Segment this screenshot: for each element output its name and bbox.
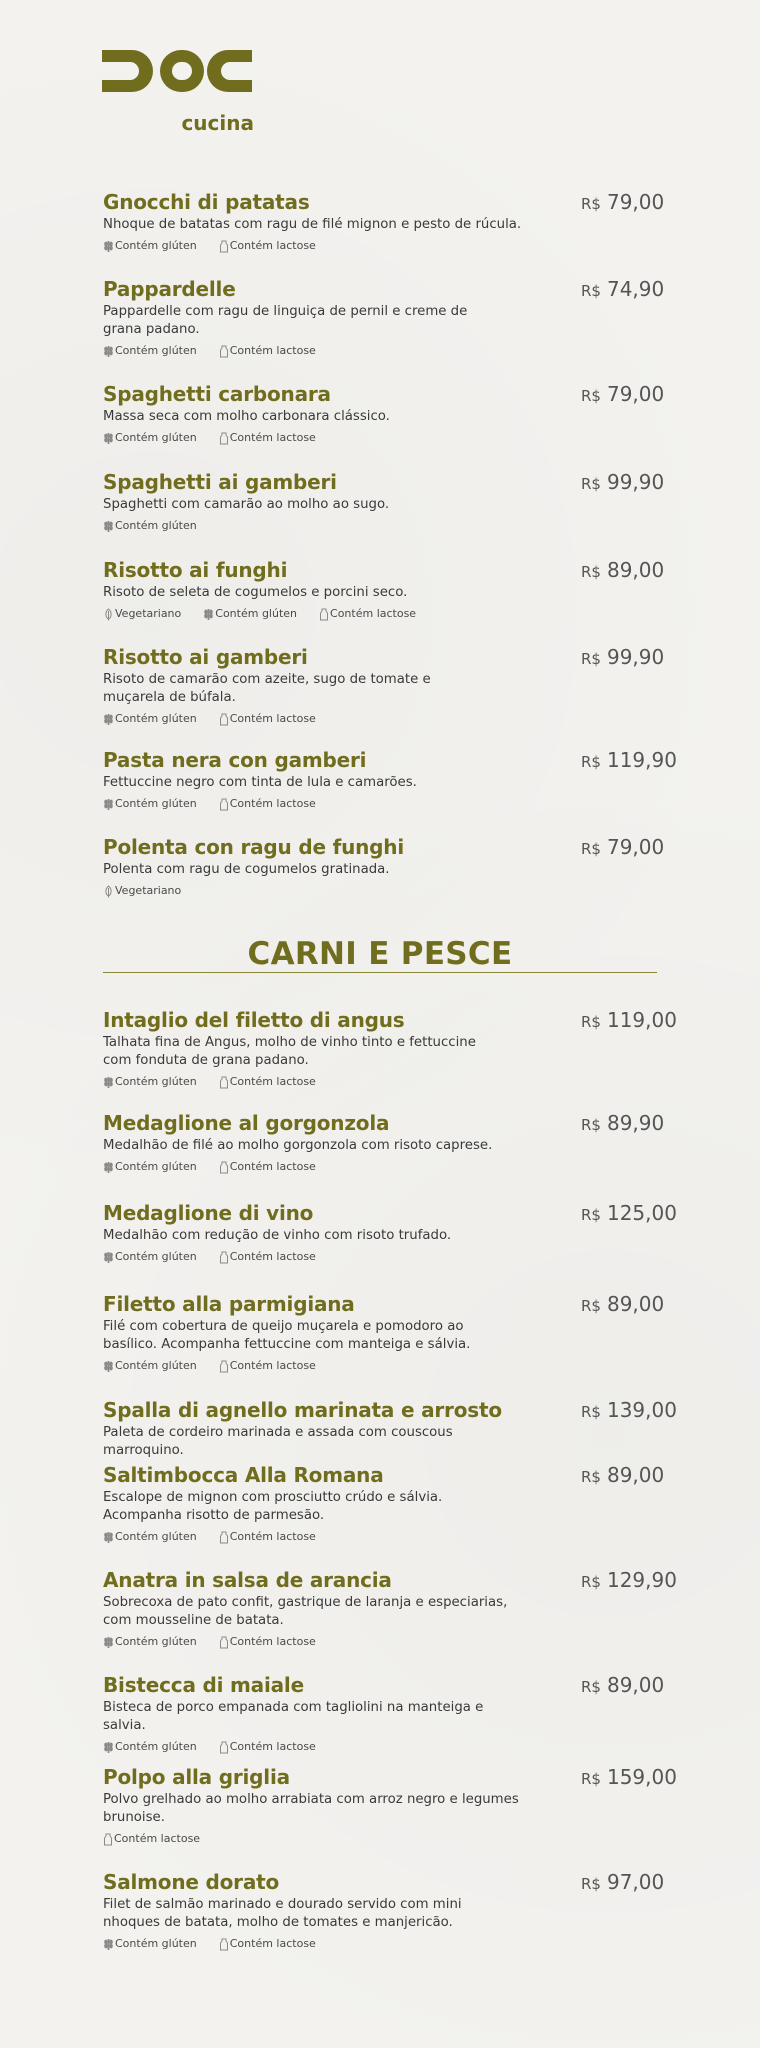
tag-label: Contém glúten: [115, 1075, 197, 1088]
milk-bottle-icon: [219, 1251, 229, 1264]
wheat-icon: [103, 1360, 114, 1372]
dish-name: Filetto alla parmigiana: [103, 1292, 355, 1316]
dish-description: [103, 1034, 523, 1070]
dietary-tags: [103, 343, 703, 359]
currency-symbol: R$: [581, 1573, 601, 1591]
wheat-icon: [103, 1741, 114, 1753]
tag-lactose: [219, 1634, 316, 1650]
milk-bottle-icon: [219, 1636, 229, 1649]
description-line: com fonduta de grana padano.: [103, 1053, 309, 1068]
price-value: 79,00: [606, 382, 665, 406]
dietary-tags: [103, 883, 703, 899]
tag-lactose: [219, 343, 316, 359]
dish-description: [103, 408, 523, 426]
tag-label: Contém glúten: [115, 1160, 197, 1173]
tag-label: Vegetariano: [115, 884, 182, 897]
menu-item: [103, 470, 703, 534]
dish-name: Spaghetti ai gamberi: [103, 470, 337, 494]
dietary-tags: [103, 1249, 703, 1265]
wheat-icon: [103, 1161, 114, 1173]
description-line: Filé com cobertura de queijo muçarela e pomodoro ao: [103, 1319, 464, 1334]
wheat-icon: [103, 1636, 114, 1648]
wheat-icon: [103, 1251, 114, 1263]
price-value: 125,00: [606, 1201, 677, 1225]
tag-veg: [103, 606, 181, 622]
currency-symbol: R$: [581, 1875, 601, 1893]
description-line: Medalhão com redução de vinho com risoto trufado.: [103, 1228, 452, 1243]
menu-item: [103, 382, 703, 446]
tag-gluten: [103, 711, 197, 727]
tag-label: Contém lactose: [229, 1530, 316, 1543]
price-value: 79,00: [606, 835, 665, 859]
price-value: 79,00: [606, 190, 665, 214]
dish-description: [103, 584, 523, 602]
dish-price: [581, 748, 677, 774]
tag-label: Contém lactose: [229, 712, 316, 725]
dish-price: [581, 1111, 664, 1137]
description-line: Sobrecoxa de pato confit, gastrique de laranja e especiarias,: [103, 1595, 508, 1610]
currency-symbol: R$: [581, 1678, 601, 1696]
dish-name: Medaglione al gorgonzola: [103, 1111, 390, 1135]
milk-bottle-icon: [219, 240, 229, 253]
description-line: Pappardelle com ragu de linguiça de pernil e creme de: [103, 304, 468, 319]
milk-bottle-icon: [219, 1076, 229, 1089]
tag-label: Contém lactose: [114, 1832, 201, 1845]
description-line: Massa seca com molho carbonara clássico.: [103, 409, 390, 424]
price-value: 129,90: [606, 1568, 677, 1592]
dietary-tags: [103, 1074, 703, 1090]
description-line: Polenta com ragu de cogumelos gratinada.: [103, 862, 390, 877]
description-line: muçarela de búfala.: [103, 690, 236, 705]
doc-cucina-logo: [102, 50, 256, 132]
tag-label: Contém lactose: [229, 1740, 316, 1753]
description-line: nhoques de batata, molho de tomates e manjericão.: [103, 1915, 453, 1930]
wheat-icon: [103, 345, 114, 357]
dietary-tags: [103, 1739, 703, 1755]
leaf-icon: [103, 608, 114, 621]
tag-label: Contém glúten: [115, 1740, 197, 1753]
tag-lactose: [219, 1249, 316, 1265]
tag-label: Contém glúten: [115, 797, 197, 810]
dietary-tags: [103, 1529, 703, 1545]
menu-item: [103, 1463, 703, 1545]
price-value: 119,90: [606, 748, 677, 772]
description-line: Talhata fina de Angus, molho de vinho tinto e fettuccine: [103, 1035, 476, 1050]
tag-gluten: [103, 430, 197, 446]
wheat-icon: [103, 1938, 114, 1950]
tag-veg: [103, 883, 181, 899]
dish-price: [581, 382, 664, 408]
description-line: Escalope de mignon com prosciutto crúdo e sálvia.: [103, 1490, 443, 1505]
currency-symbol: R$: [581, 840, 601, 858]
tag-gluten: [103, 1634, 197, 1650]
dish-price: [581, 190, 664, 216]
price-value: 119,00: [606, 1008, 677, 1032]
dish-price: [581, 1008, 677, 1034]
menu-item: [103, 277, 703, 359]
currency-symbol: R$: [581, 650, 601, 668]
tag-lactose: [219, 1358, 316, 1374]
dish-price: [581, 645, 664, 671]
wheat-icon: [103, 798, 114, 810]
dish-name: Risotto ai funghi: [103, 558, 288, 582]
description-line: grana padano.: [103, 322, 200, 337]
dish-description: [103, 774, 523, 792]
dish-name: Polenta con ragu de funghi: [103, 835, 404, 859]
dish-name: Bistecca di maiale: [103, 1673, 304, 1697]
price-value: 99,90: [606, 645, 665, 669]
currency-symbol: R$: [581, 282, 601, 300]
currency-symbol: R$: [581, 1013, 601, 1031]
dish-price: [581, 1568, 677, 1594]
dish-name: Pasta nera con gamberi: [103, 748, 367, 772]
tag-lactose: [219, 711, 316, 727]
description-line: Bisteca de porco empanada com tagliolini na manteiga e salvia.: [103, 1700, 484, 1733]
dish-name: Medaglione di vino: [103, 1201, 314, 1225]
dish-name: Intaglio del filetto di angus: [103, 1008, 405, 1032]
tag-gluten: [103, 796, 197, 812]
dish-name: Anatra in salsa de arancia: [103, 1568, 392, 1592]
milk-bottle-icon: [219, 432, 229, 445]
dish-price: [581, 1463, 664, 1489]
menu-item: [103, 748, 703, 812]
menu-item: [103, 1765, 703, 1847]
tag-label: Contém lactose: [229, 1160, 316, 1173]
dish-description: [103, 1318, 523, 1354]
section-divider: [103, 972, 657, 973]
wheat-icon: [103, 1076, 114, 1088]
dietary-tags: [103, 1358, 703, 1374]
currency-symbol: R$: [581, 195, 601, 213]
description-line: Polvo grelhado ao molho arrabiata com arroz negro e legumes: [103, 1792, 519, 1807]
tag-lactose: [219, 1074, 316, 1090]
tag-lactose: [219, 796, 316, 812]
tag-gluten: [103, 1074, 197, 1090]
dish-description: [103, 1791, 523, 1827]
menu-item: [103, 1568, 703, 1650]
dietary-tags: [103, 796, 703, 812]
tag-label: Contém lactose: [229, 431, 316, 444]
tag-label: Contém lactose: [229, 1075, 316, 1088]
tag-label: Contém glúten: [115, 1250, 197, 1263]
tag-gluten: [103, 238, 197, 254]
currency-symbol: R$: [581, 1770, 601, 1788]
description-line: basílico. Acompanha fettuccine com manteiga e sálvia.: [103, 1337, 471, 1352]
currency-symbol: R$: [581, 563, 601, 581]
tag-label: Contém glúten: [115, 1937, 197, 1950]
dish-description: [103, 1137, 523, 1155]
dish-name: Spalla di agnello marinata e arrosto: [103, 1398, 502, 1422]
dish-name: Spaghetti carbonara: [103, 382, 331, 406]
menu-item: [103, 1292, 703, 1374]
menu-item: [103, 1201, 703, 1265]
wheat-icon: [103, 1531, 114, 1543]
tag-label: Contém glúten: [115, 1530, 197, 1543]
tag-gluten: [103, 1936, 197, 1952]
dish-description: [103, 1699, 523, 1735]
wheat-icon: [103, 240, 114, 252]
description-line: brunoise.: [103, 1810, 165, 1825]
dish-description: [103, 1227, 523, 1245]
tag-gluten: [103, 1159, 197, 1175]
currency-symbol: R$: [581, 1297, 601, 1315]
dish-price: [581, 470, 664, 496]
tag-gluten: [203, 606, 297, 622]
price-value: 159,00: [606, 1765, 677, 1789]
dish-name: Salmone dorato: [103, 1870, 280, 1894]
price-value: 97,00: [606, 1870, 665, 1894]
dish-price: [581, 1673, 664, 1699]
dietary-tags: [103, 518, 703, 534]
dish-description: [103, 1594, 523, 1630]
description-line: Filet de salmão marinado e dourado servido com mini: [103, 1897, 462, 1912]
description-line: Acompanha risotto de parmesão.: [103, 1508, 325, 1523]
dietary-tags: [103, 1936, 703, 1952]
description-line: Nhoque de batatas com ragu de filé mignon e pesto de rúcula.: [103, 217, 522, 232]
price-value: 89,00: [606, 1673, 665, 1697]
currency-symbol: R$: [581, 1468, 601, 1486]
milk-bottle-icon: [219, 345, 229, 358]
tag-lactose: [219, 1936, 316, 1952]
tag-label: Contém lactose: [229, 797, 316, 810]
tag-label: Contém glúten: [115, 1359, 197, 1372]
wheat-icon: [103, 713, 114, 725]
milk-bottle-icon: [219, 1741, 229, 1754]
tag-lactose: [219, 238, 316, 254]
price-value: 89,00: [606, 1292, 665, 1316]
menu-item: [103, 645, 703, 727]
tag-label: Contém glúten: [115, 431, 197, 444]
dish-description: [103, 1424, 523, 1460]
dietary-tags: [103, 1634, 703, 1650]
currency-symbol: R$: [581, 1116, 601, 1134]
tag-lactose: [319, 606, 416, 622]
dish-description: [103, 861, 523, 879]
dish-price: [581, 558, 664, 584]
wheat-icon: [203, 608, 214, 620]
dish-price: [581, 1765, 677, 1791]
tag-label: Contém lactose: [330, 607, 417, 620]
dish-name: Gnocchi di patatas: [103, 190, 310, 214]
tag-label: Vegetariano: [115, 607, 182, 620]
milk-bottle-icon: [219, 1161, 229, 1174]
dish-price: [581, 835, 664, 861]
dish-description: [103, 216, 523, 234]
description-line: Risoto de camarão com azeite, sugo de tomate e: [103, 672, 431, 687]
dish-description: [103, 303, 523, 339]
description-line: Risoto de seleta de cogumelos e porcini seco.: [103, 585, 408, 600]
currency-symbol: R$: [581, 475, 601, 493]
tag-lactose: [219, 1159, 316, 1175]
tag-gluten: [103, 1739, 197, 1755]
tag-label: Contém glúten: [115, 344, 197, 357]
dish-name: Saltimbocca Alla Romana: [103, 1463, 384, 1487]
dish-price: [581, 1201, 677, 1227]
menu-item: [103, 190, 703, 254]
menu-item: [103, 1111, 703, 1175]
price-value: 89,90: [606, 1111, 665, 1135]
tag-label: Contém glúten: [215, 607, 298, 620]
tag-gluten: [103, 1529, 197, 1545]
menu-item: [103, 835, 703, 899]
wheat-icon: [103, 432, 114, 444]
price-value: 139,00: [606, 1398, 677, 1422]
dish-price: [581, 1870, 664, 1896]
menu-item: [103, 1398, 703, 1460]
dietary-tags: [103, 1159, 703, 1175]
dish-name: Polpo alla griglia: [103, 1765, 290, 1789]
description-line: Medalhão de filé ao molho gorgonzola com risoto caprese.: [103, 1138, 493, 1153]
tag-label: Contém lactose: [229, 1359, 316, 1372]
tag-gluten: [103, 1249, 197, 1265]
price-value: 89,00: [606, 558, 665, 582]
menu-item: [103, 1870, 703, 1952]
tag-label: Contém lactose: [229, 239, 316, 252]
dish-name: Risotto ai gamberi: [103, 645, 308, 669]
wheat-icon: [103, 520, 114, 532]
currency-symbol: R$: [581, 1206, 601, 1224]
dietary-tags: [103, 238, 703, 254]
tag-label: Contém glúten: [115, 1635, 197, 1648]
price-value: 74,90: [606, 277, 665, 301]
logo-wordmark: cucina: [181, 111, 254, 132]
description-line: Fettuccine negro com tinta de lula e camarões.: [103, 775, 417, 790]
milk-bottle-icon: [319, 608, 329, 621]
dish-description: [103, 1896, 523, 1932]
dish-price: [581, 1292, 664, 1318]
currency-symbol: R$: [581, 387, 601, 405]
menu-item: [103, 1673, 703, 1755]
milk-bottle-icon: [219, 1938, 229, 1951]
dish-description: [103, 1489, 523, 1525]
currency-symbol: R$: [581, 753, 601, 771]
milk-bottle-icon: [219, 798, 229, 811]
tag-label: Contém lactose: [229, 1937, 316, 1950]
menu-item: [103, 1008, 703, 1090]
dietary-tags: [103, 1831, 703, 1847]
price-value: 89,00: [606, 1463, 665, 1487]
tag-label: Contém lactose: [229, 1635, 316, 1648]
tag-label: Contém glúten: [115, 712, 197, 725]
milk-bottle-icon: [103, 1833, 113, 1846]
dietary-tags: [103, 606, 703, 622]
tag-lactose: [103, 1831, 200, 1847]
section-title-carni-e-pesce: CARNI E PESCE: [247, 936, 513, 972]
logo-mark: [102, 50, 256, 132]
dish-description: [103, 671, 523, 707]
tag-lactose: [219, 1529, 316, 1545]
description-line: Spaghetti com camarão ao molho ao sugo.: [103, 497, 390, 512]
tag-lactose: [219, 430, 316, 446]
description-line: com mousseline de batata.: [103, 1613, 284, 1628]
tag-label: Contém lactose: [229, 344, 316, 357]
description-line: Paleta de cordeiro marinada e assada com couscous marroquino.: [103, 1425, 453, 1458]
tag-label: Contém glúten: [115, 239, 197, 252]
milk-bottle-icon: [219, 713, 229, 726]
currency-symbol: R$: [581, 1403, 601, 1421]
menu-item: [103, 558, 703, 622]
milk-bottle-icon: [219, 1531, 229, 1544]
dish-name: Pappardelle: [103, 277, 236, 301]
dish-price: [581, 277, 664, 303]
dish-price: [581, 1398, 677, 1424]
tag-gluten: [103, 1358, 197, 1374]
tag-label: Contém glúten: [115, 519, 197, 532]
dietary-tags: [103, 430, 703, 446]
tag-label: Contém lactose: [229, 1250, 316, 1263]
leaf-icon: [103, 885, 114, 898]
tag-gluten: [103, 518, 197, 534]
tag-gluten: [103, 343, 197, 359]
dish-description: [103, 496, 523, 514]
price-value: 99,90: [606, 470, 665, 494]
milk-bottle-icon: [219, 1360, 229, 1373]
tag-lactose: [219, 1739, 316, 1755]
dietary-tags: [103, 711, 703, 727]
